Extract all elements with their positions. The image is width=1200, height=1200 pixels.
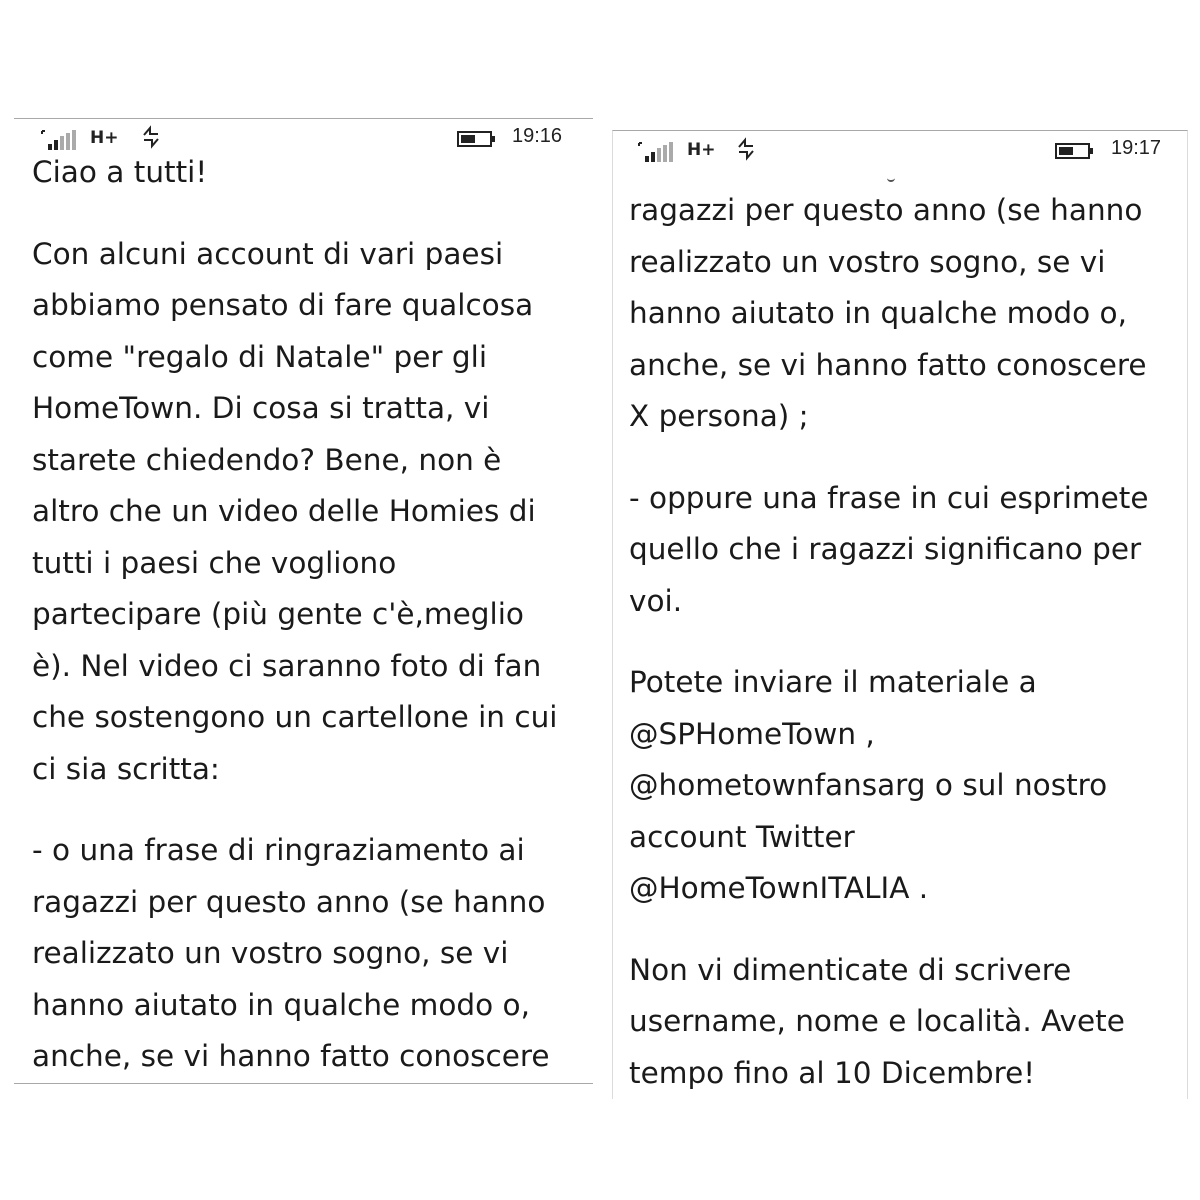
text-line: - o una frase di ringraziamento ai	[32, 833, 525, 867]
network-type: H+	[90, 128, 119, 148]
text-line: Con alcuni account di vari paesi	[32, 236, 504, 271]
message-paragraph	[32, 147, 585, 199]
text-line: realizzato un vostro sogno, se vi	[629, 244, 1106, 279]
text-line: - oppure una frase in cui esprimete	[629, 480, 1149, 515]
battery-icon	[457, 131, 497, 147]
status-bar	[613, 131, 1187, 171]
message-paragraph	[629, 473, 1179, 628]
text-line: abbiamo pensato di fare qualcosa	[32, 288, 534, 322]
message-paragraph	[629, 185, 1179, 443]
message-body	[629, 185, 1179, 1099]
signal-strength-icon	[637, 141, 677, 163]
text-line: altro che un video delle Homies di	[32, 494, 536, 528]
message-paragraph	[629, 657, 1179, 915]
text-line: Non vi dimenticate di scrivere	[629, 952, 1072, 987]
text-line: ragazzi per questo anno (se hanno	[629, 193, 1143, 227]
text-line: starete chiedendo? Bene, non è	[32, 442, 502, 477]
text-line: HomeTown. Di cosa si tratta, vi	[32, 391, 490, 425]
text-line: hanno aiutato in qualche modo o,	[629, 296, 1127, 330]
text-line: ragazzi per questo anno (se hanno	[32, 884, 546, 919]
text-line: username, nome e località. Avete	[629, 1004, 1125, 1038]
text-line: quello che i ragazzi significano per	[629, 532, 1142, 566]
text-line: Potete inviare il materiale a	[629, 665, 1037, 699]
text-line: voi.	[629, 583, 683, 618]
text-line: @SPHomeTown ,	[629, 716, 875, 751]
text-line: Ciao a tutti!	[32, 155, 208, 189]
text-line: tempo fino al 10 Dicembre!	[629, 1055, 1036, 1090]
text-line: tutti i paesi che vogliono	[32, 545, 397, 580]
text-line: partecipare (più gente c'è,meglio	[32, 597, 524, 631]
text-line: X persona) ;	[629, 399, 809, 433]
text-line: account Twitter	[629, 819, 855, 854]
data-transfer-icon	[735, 137, 757, 161]
text-line: @hometownfansarg o sul nostro	[629, 768, 1108, 802]
text-line: è). Nel video ci saranno foto di fan	[32, 648, 542, 683]
data-transfer-icon	[140, 125, 162, 149]
battery-icon	[1055, 143, 1095, 159]
text-line: @HomeTownITALIA .	[629, 871, 929, 905]
text-line: hanno aiutato in qualche modo o,	[32, 987, 530, 1022]
message-paragraph	[32, 825, 585, 1083]
clipped-text-fragment	[887, 176, 895, 182]
text-line: che sostengono un cartellone in cui	[32, 700, 558, 734]
clock-time: 19:17	[1111, 137, 1162, 159]
right-phone-screen	[612, 130, 1188, 1099]
left-phone-screen	[14, 118, 593, 1084]
text-line: anche, se vi hanno fatto conoscere	[629, 347, 1147, 382]
message-body	[32, 147, 585, 1084]
message-paragraph	[32, 229, 585, 796]
text-line: ci sia scritta:	[32, 751, 220, 786]
text-line: realizzato un vostro sogno, se vi	[32, 936, 509, 970]
text-line: anche, se vi hanno fatto conoscere	[32, 1039, 550, 1073]
clock-time: 19:16	[512, 125, 563, 147]
message-paragraph	[629, 945, 1179, 1100]
network-type: H+	[687, 140, 716, 160]
text-line: come "regalo di Natale" per gli	[32, 339, 488, 374]
